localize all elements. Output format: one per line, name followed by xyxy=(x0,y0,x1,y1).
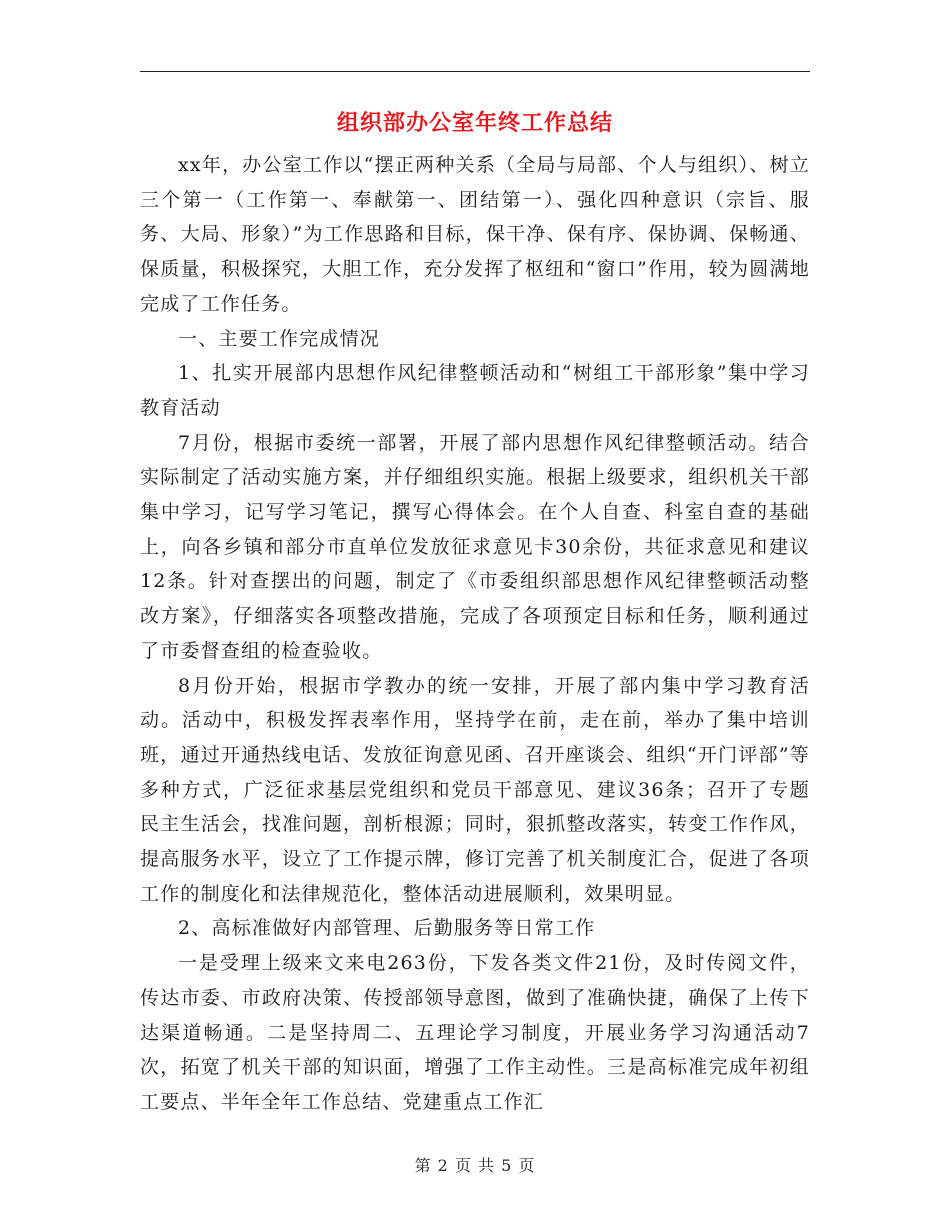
paragraph-august-education: 8月份开始，根据市学教办的统一安排，开展了部内集中学习教育活动。活动中，积极发挥表率作用，坚持学在前，走在前，举办了集中培训班，通过开通热线电话、发放征询意见函、召开座谈会、组织“开门评部”等多种方式，广泛征求基层党组织和党员干部意见、建议36条；召开了专题民主生活会，找准问题，剖析根源；同时，狠抓整改落实，转变工作作风，提高服务水平，设立了工作提示牌，修订完善了机关制度汇合，促进了各项工作的制度化和法律规范化，整体活动进展顺利，效果明显。 xyxy=(140,674,810,905)
paragraph-intro: xx年，办公室工作以“摆正两种关系（全局与局部、个人与组织）、树立三个第一（工作第一、奉献第一、团结第一）、强化四种意识（宗旨、服务、大局、形象）”为工作思路和目标，保干净、保有序、保协调、保畅通、保质量，积极探究，大胆工作，充分发挥了枢纽和“窗口”作用，较为圆满地完成了工作任务。 xyxy=(140,154,810,315)
header-rule xyxy=(140,71,810,72)
document-body xyxy=(140,148,810,1120)
paragraph-july-rectification: 7月份，根据市委统一部署，开展了部内思想作风纪律整顿活动。结合实际制定了活动实施方案，并仔细组织实施。根据上级要求，组织机关干部集中学习，记写学习笔记，撰写心得体会。在个人自查、科室自查的基础上，向各乡镇和部分市直单位发放征求意见卡30余份，共征求意见和建议12条。针对查摆出的问题，制定了《市委组织部思想作风纪律整顿活动整改方案》，仔细落实各项整改措施，完成了各项预定目标和任务，顺利通过了市委督查组的检查验收。 xyxy=(140,431,810,662)
document-title: 组织部办公室年终工作总结 xyxy=(336,111,613,136)
subsection-heading-2: 2、高标准做好内部管理、后勤服务等日常工作 xyxy=(178,917,596,940)
page-number: 第 2 页 共 5 页 xyxy=(414,1156,536,1175)
paragraph-daily-work: 一是受理上级来文来电263份，下发各类文件21份，及时传阅文件，传达市委、市政府决策、传授部领导意图，做到了准确快捷，确保了上传下达渠道畅通。二是坚持周二、五理论学习制度，开展业务学习沟通活动7次，拓宽了机关干部的知识面，增强了工作主动性。三是高标准完成年初组工要点、半年全年工作总结、党建重点工作汇 xyxy=(140,952,810,1113)
section-heading-1: 一、主要工作完成情况 xyxy=(178,327,381,350)
subsection-heading-1: 1、扎实开展部内思想作风纪律整顿活动和“树组工干部形象”集中学习教育活动 xyxy=(140,362,810,419)
